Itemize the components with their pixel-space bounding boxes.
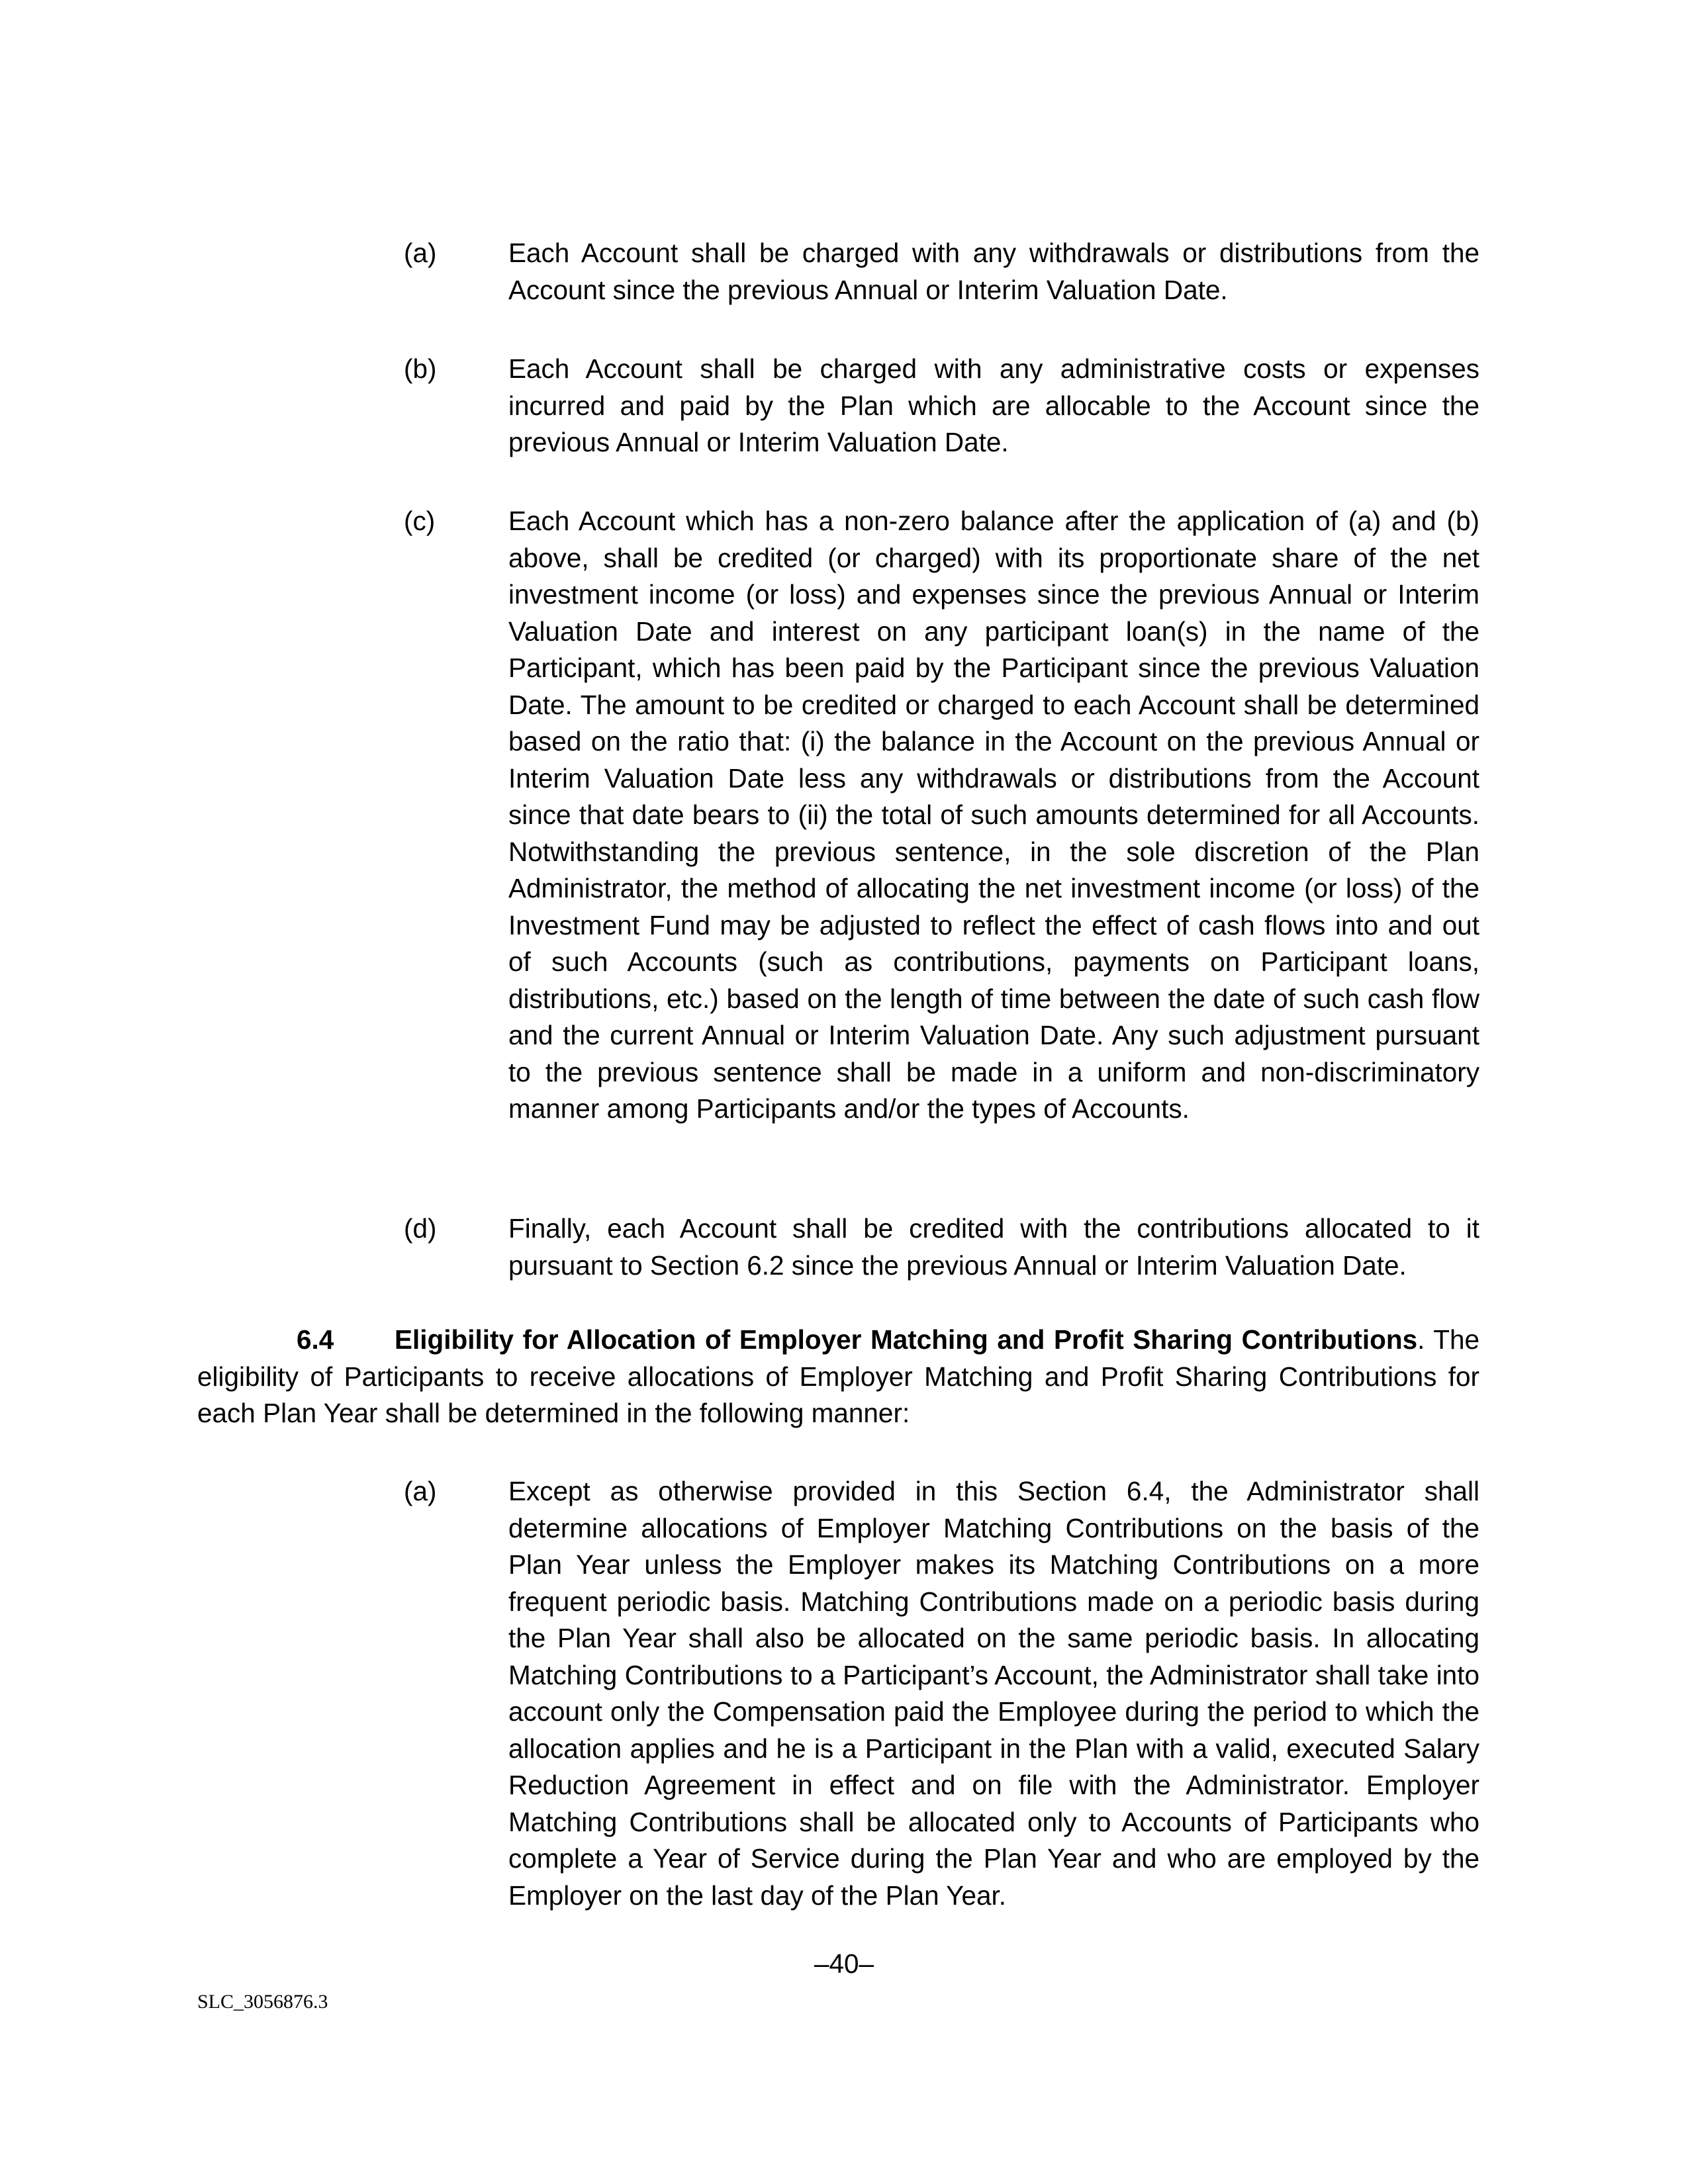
subsection-label: (a) (404, 238, 437, 268)
subsection-label: (d) (404, 1213, 437, 1244)
subsection-text: Finally, each Account shall be credited with the contributions allocated to it pursuant to Section 6.2 since the previous Annual or Interim Valuation Date. (508, 1213, 1479, 1281)
subsection-text: Each Account which has a non-zero balance after the application of (a) and (b) above, shall be credited (or charged) with its proportionate share of the net investment income (or loss) and expenses since the previous Annual or Interim Valuation Date and interest on any participant loan(s) in the name of the Participant, which has been paid by the Participant since the previous Valuation Date. The amount to be credited or charged to each Account shall be determined based on the ratio that: (i) the balance in the Account on the previous Annual or Interim Valuation Date less any withdrawals or distributions from the Account since that date bears to (ii) the total of such amounts determined for all Accounts. Notwithstanding the previous sentence, in the sole discretion of the Plan Administrator, the method of allocating the net investment income (or loss) of the Investment Fund may be adjusted to reflect the effect of cash flows into and out of such Accounts (such as contributions, payments on Participant loans, distributions, etc.) based on the length of time between the date of such cash flow and the current Annual or Interim Valuation Date. Any such adjustment pursuant to the previous sentence shall be made in a uniform and non-discriminatory manner among Participants and/or the types of Accounts. (508, 506, 1479, 1124)
subsection-c-investment-income (404, 503, 1479, 1128)
subsection-label: (c) (404, 506, 436, 536)
subsection-d-contributions (404, 1210, 1479, 1284)
section-6-4-paragraph (197, 1322, 1479, 1432)
subsection-text: Each Account shall be charged with any administrative costs or expenses incurred and paid by the Plan which are allocable to the Account since the previous Annual or Interim Valuation Date. (508, 353, 1479, 457)
subsection-text: Each Account shall be charged with any withdrawals or distributions from the Account since the previous Annual or Interim Valuation Date. (508, 238, 1479, 305)
subsection-a-matching-allocation (404, 1473, 1479, 1914)
section-heading: Eligibility for Allocation of Employer Matching and Profit Sharing Contributions (395, 1324, 1418, 1355)
document-id: SLC_3056876.3 (197, 1991, 328, 2013)
subsection-b-admin-costs (404, 351, 1479, 461)
section-number: 6.4 (297, 1324, 334, 1355)
subsection-text: Except as otherwise provided in this Section 6.4, the Administrator shall determine allocations of Employer Matching Contributions on the basis of the Plan Year unless the Employer makes its Matching Contributions on a more frequent periodic basis. Matching Contributions made on a periodic basis during the Plan Year shall also be allocated on the same periodic basis. In allocating Matching Contributions to a Participant’s Account, the Administrator shall take into account only the Compensation paid the Employee during the period to which the allocation applies and he is a Participant in the Plan with a valid, executed Salary Reduction Agreement in effect and on file with the Administrator. Employer Matching Contributions shall be allocated only to Accounts of Participants who complete a Year of Service during the Plan Year and who are employed by the Employer on the last day of the Plan Year. (508, 1476, 1479, 1911)
subsection-label: (b) (404, 353, 437, 384)
subsection-label: (a) (404, 1476, 437, 1506)
section-body: . The eligibility of Participants to receive allocations of Employer Matching and Profit Sharing Contributions for each Plan Year shall be determined in the following manner: (197, 1324, 1479, 1428)
subsection-a-withdrawals (404, 235, 1479, 308)
page-number: –40– (814, 1948, 874, 1979)
